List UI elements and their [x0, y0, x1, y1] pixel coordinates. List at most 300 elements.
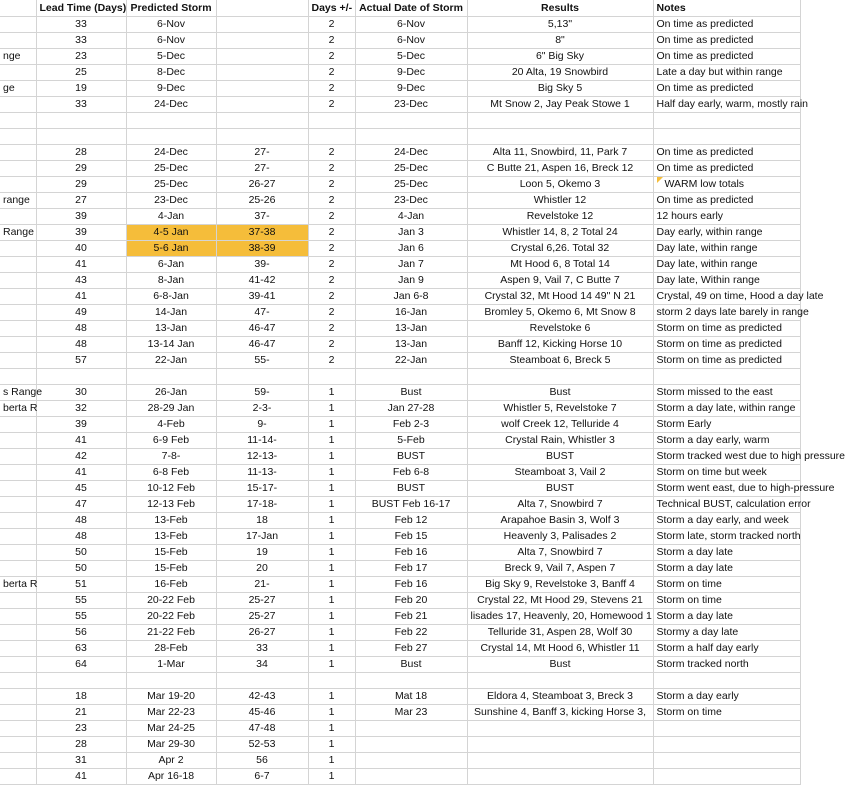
cell-days-plus-minus[interactable]: 1: [308, 625, 355, 641]
cell-predicted-storm[interactable]: 24-Dec: [126, 97, 216, 113]
comment-flag-icon[interactable]: [657, 177, 663, 183]
cell-notes[interactable]: On time as predicted: [653, 49, 800, 65]
cell-predicted-storm[interactable]: 7-8-: [126, 449, 216, 465]
cell-predicted-storm[interactable]: 9-Dec: [126, 81, 216, 97]
cell-results[interactable]: Arapahoe Basin 3, Wolf 3: [467, 513, 653, 529]
cell-day-range[interactable]: 39-41: [216, 289, 308, 305]
cell-actual-date[interactable]: [355, 753, 467, 769]
cell-predicted-storm[interactable]: 25-Dec: [126, 161, 216, 177]
cell-days-plus-minus[interactable]: 1: [308, 497, 355, 513]
cell-lead-time[interactable]: 28: [36, 145, 126, 161]
cell-actual-date[interactable]: Feb 15: [355, 529, 467, 545]
cell-region[interactable]: [0, 641, 36, 657]
cell-lead-time[interactable]: 33: [36, 33, 126, 49]
cell-notes[interactable]: Storm on time: [653, 593, 800, 609]
cell-day-range[interactable]: 17-Jan: [216, 529, 308, 545]
cell-region[interactable]: [0, 481, 36, 497]
empty-cell[interactable]: [216, 113, 308, 129]
cell-region[interactable]: [0, 465, 36, 481]
cell-predicted-storm[interactable]: 5-Dec: [126, 49, 216, 65]
cell-lead-time[interactable]: 18: [36, 689, 126, 705]
cell-region[interactable]: [0, 433, 36, 449]
empty-cell[interactable]: [126, 113, 216, 129]
cell-actual-date[interactable]: Feb 2-3: [355, 417, 467, 433]
cell-days-plus-minus[interactable]: 1: [308, 689, 355, 705]
cell-region[interactable]: [0, 769, 36, 785]
cell-results[interactable]: Crystal 22, Mt Hood 29, Stevens 21: [467, 593, 653, 609]
cell-region[interactable]: nge: [0, 49, 36, 65]
cell-results[interactable]: 5,13": [467, 17, 653, 33]
cell-notes[interactable]: On time as predicted: [653, 193, 800, 209]
cell-results[interactable]: [467, 769, 653, 785]
cell-predicted-storm[interactable]: 22-Jan: [126, 353, 216, 369]
cell-lead-time[interactable]: 23: [36, 721, 126, 737]
cell-day-range[interactable]: 47-48: [216, 721, 308, 737]
empty-cell[interactable]: [126, 369, 216, 385]
cell-predicted-storm[interactable]: 20-22 Feb: [126, 593, 216, 609]
cell-days-plus-minus[interactable]: 1: [308, 609, 355, 625]
cell-results[interactable]: Big Sky 9, Revelstoke 3, Banff 4: [467, 577, 653, 593]
cell-day-range[interactable]: 46-47: [216, 321, 308, 337]
cell-notes[interactable]: [653, 721, 800, 737]
empty-cell[interactable]: [308, 129, 355, 145]
cell-day-range[interactable]: [216, 81, 308, 97]
cell-notes[interactable]: [653, 737, 800, 753]
cell-days-plus-minus[interactable]: 2: [308, 177, 355, 193]
cell-results[interactable]: [467, 737, 653, 753]
cell-notes[interactable]: Storm went east, due to high-pressure: [653, 481, 800, 497]
cell-region[interactable]: [0, 513, 36, 529]
cell-lead-time[interactable]: 41: [36, 465, 126, 481]
cell-day-range[interactable]: 26-27: [216, 625, 308, 641]
cell-day-range[interactable]: 12-13-: [216, 449, 308, 465]
cell-region[interactable]: [0, 625, 36, 641]
cell-actual-date[interactable]: Jan 6-8: [355, 289, 467, 305]
cell-days-plus-minus[interactable]: 1: [308, 769, 355, 785]
cell-notes[interactable]: 12 hours early: [653, 209, 800, 225]
cell-actual-date[interactable]: Bust: [355, 657, 467, 673]
cell-notes[interactable]: Storm on time: [653, 705, 800, 721]
cell-actual-date[interactable]: 5-Dec: [355, 49, 467, 65]
cell-days-plus-minus[interactable]: 1: [308, 593, 355, 609]
empty-cell[interactable]: [126, 673, 216, 689]
cell-days-plus-minus[interactable]: 1: [308, 641, 355, 657]
cell-day-range[interactable]: 33: [216, 641, 308, 657]
cell-results[interactable]: Revelstoke 12: [467, 209, 653, 225]
cell-day-range[interactable]: 6-7: [216, 769, 308, 785]
cell-region[interactable]: [0, 705, 36, 721]
cell-days-plus-minus[interactable]: 2: [308, 17, 355, 33]
cell-lead-time[interactable]: 41: [36, 433, 126, 449]
cell-notes[interactable]: Storm a day late: [653, 609, 800, 625]
cell-actual-date[interactable]: 25-Dec: [355, 177, 467, 193]
cell-day-range[interactable]: 52-53: [216, 737, 308, 753]
cell-day-range[interactable]: 47-: [216, 305, 308, 321]
cell-results[interactable]: Alta 7, Snowbird 7: [467, 497, 653, 513]
cell-region[interactable]: berta R: [0, 401, 36, 417]
cell-predicted-storm[interactable]: 26-Jan: [126, 385, 216, 401]
cell-results[interactable]: Big Sky 5: [467, 81, 653, 97]
cell-notes[interactable]: On time as predicted: [653, 17, 800, 33]
cell-day-range[interactable]: [216, 65, 308, 81]
cell-predicted-storm[interactable]: 13-14 Jan: [126, 337, 216, 353]
cell-region[interactable]: [0, 257, 36, 273]
cell-predicted-storm[interactable]: 6-8 Feb: [126, 465, 216, 481]
empty-cell[interactable]: [36, 113, 126, 129]
cell-region[interactable]: range: [0, 193, 36, 209]
cell-predicted-storm[interactable]: Mar 19-20: [126, 689, 216, 705]
cell-predicted-storm[interactable]: 1-Mar: [126, 657, 216, 673]
cell-notes[interactable]: Storm on time as predicted: [653, 337, 800, 353]
cell-region[interactable]: [0, 737, 36, 753]
cell-results[interactable]: Revelstoke 6: [467, 321, 653, 337]
cell-actual-date[interactable]: Feb 17: [355, 561, 467, 577]
cell-actual-date[interactable]: Feb 27: [355, 641, 467, 657]
empty-cell[interactable]: [0, 113, 36, 129]
cell-lead-time[interactable]: 33: [36, 97, 126, 113]
empty-cell[interactable]: [653, 113, 800, 129]
cell-lead-time[interactable]: 41: [36, 257, 126, 273]
cell-day-range[interactable]: 27-: [216, 145, 308, 161]
cell-region[interactable]: [0, 417, 36, 433]
cell-actual-date[interactable]: Feb 16: [355, 545, 467, 561]
cell-region[interactable]: [0, 97, 36, 113]
cell-days-plus-minus[interactable]: 1: [308, 721, 355, 737]
cell-notes[interactable]: Storm tracked west due to high pressure: [653, 449, 800, 465]
cell-notes[interactable]: Half day early, warm, mostly rain: [653, 97, 800, 113]
cell-results[interactable]: Steamboat 6, Breck 5: [467, 353, 653, 369]
cell-lead-time[interactable]: 48: [36, 513, 126, 529]
cell-predicted-storm[interactable]: Apr 2: [126, 753, 216, 769]
cell-day-range[interactable]: 20: [216, 561, 308, 577]
cell-notes[interactable]: Storm a day late: [653, 545, 800, 561]
cell-days-plus-minus[interactable]: 2: [308, 209, 355, 225]
cell-actual-date[interactable]: 5-Feb: [355, 433, 467, 449]
cell-lead-time[interactable]: 27: [36, 193, 126, 209]
cell-days-plus-minus[interactable]: 1: [308, 449, 355, 465]
cell-notes[interactable]: [653, 753, 800, 769]
cell-results[interactable]: Whistler 12: [467, 193, 653, 209]
cell-predicted-storm[interactable]: Apr 16-18: [126, 769, 216, 785]
cell-day-range[interactable]: 41-42: [216, 273, 308, 289]
cell-predicted-storm[interactable]: 15-Feb: [126, 561, 216, 577]
cell-region[interactable]: [0, 449, 36, 465]
cell-results[interactable]: Telluride 31, Aspen 28, Wolf 30: [467, 625, 653, 641]
cell-days-plus-minus[interactable]: 1: [308, 385, 355, 401]
cell-days-plus-minus[interactable]: 2: [308, 257, 355, 273]
cell-day-range[interactable]: 56: [216, 753, 308, 769]
cell-actual-date[interactable]: 6-Nov: [355, 17, 467, 33]
cell-results[interactable]: Aspen 9, Vail 7, C Butte 7: [467, 273, 653, 289]
cell-predicted-storm[interactable]: 28-Feb: [126, 641, 216, 657]
cell-lead-time[interactable]: 25: [36, 65, 126, 81]
cell-actual-date[interactable]: Jan 27-28: [355, 401, 467, 417]
empty-cell[interactable]: [355, 113, 467, 129]
cell-day-range[interactable]: [216, 33, 308, 49]
cell-actual-date[interactable]: 13-Jan: [355, 337, 467, 353]
cell-actual-date[interactable]: 13-Jan: [355, 321, 467, 337]
cell-days-plus-minus[interactable]: 1: [308, 465, 355, 481]
cell-actual-date[interactable]: 24-Dec: [355, 145, 467, 161]
cell-days-plus-minus[interactable]: 1: [308, 433, 355, 449]
cell-region[interactable]: [0, 65, 36, 81]
cell-day-range[interactable]: 59-: [216, 385, 308, 401]
cell-actual-date[interactable]: Jan 7: [355, 257, 467, 273]
cell-predicted-storm[interactable]: 6-Nov: [126, 17, 216, 33]
cell-notes[interactable]: Late a day but within range: [653, 65, 800, 81]
cell-notes[interactable]: Storm a day late: [653, 561, 800, 577]
cell-region[interactable]: Range: [0, 225, 36, 241]
cell-day-range[interactable]: [216, 97, 308, 113]
empty-cell[interactable]: [653, 369, 800, 385]
empty-cell[interactable]: [36, 673, 126, 689]
cell-notes[interactable]: Storm late, storm tracked north: [653, 529, 800, 545]
cell-region[interactable]: berta R: [0, 577, 36, 593]
cell-day-range[interactable]: 18: [216, 513, 308, 529]
cell-lead-time[interactable]: 39: [36, 225, 126, 241]
empty-cell[interactable]: [36, 369, 126, 385]
cell-lead-time[interactable]: 32: [36, 401, 126, 417]
empty-cell[interactable]: [0, 673, 36, 689]
cell-notes[interactable]: On time as predicted: [653, 33, 800, 49]
cell-region[interactable]: [0, 609, 36, 625]
cell-notes[interactable]: Day late, within range: [653, 257, 800, 273]
cell-lead-time[interactable]: 50: [36, 545, 126, 561]
cell-predicted-storm[interactable]: 5-6 Jan: [126, 241, 216, 257]
cell-actual-date[interactable]: BUST: [355, 449, 467, 465]
cell-actual-date[interactable]: BUST Feb 16-17: [355, 497, 467, 513]
cell-predicted-storm[interactable]: 20-22 Feb: [126, 609, 216, 625]
cell-notes[interactable]: [653, 177, 800, 193]
cell-results[interactable]: C Butte 21, Aspen 16, Breck 12: [467, 161, 653, 177]
cell-lead-time[interactable]: 41: [36, 289, 126, 305]
empty-cell[interactable]: [308, 673, 355, 689]
cell-results[interactable]: Whistler 5, Revelstoke 7: [467, 401, 653, 417]
cell-region[interactable]: [0, 33, 36, 49]
cell-notes[interactable]: Storm on time as predicted: [653, 321, 800, 337]
cell-results[interactable]: Mt Snow 2, Jay Peak Stowe 1: [467, 97, 653, 113]
cell-predicted-storm[interactable]: 21-22 Feb: [126, 625, 216, 641]
cell-lead-time[interactable]: 57: [36, 353, 126, 369]
cell-predicted-storm[interactable]: 8-Jan: [126, 273, 216, 289]
cell-actual-date[interactable]: 23-Dec: [355, 193, 467, 209]
cell-days-plus-minus[interactable]: 1: [308, 545, 355, 561]
cell-lead-time[interactable]: 30: [36, 385, 126, 401]
cell-notes[interactable]: Storm on time: [653, 577, 800, 593]
cell-predicted-storm[interactable]: 6-Nov: [126, 33, 216, 49]
cell-days-plus-minus[interactable]: 2: [308, 65, 355, 81]
cell-predicted-storm[interactable]: 6-8-Jan: [126, 289, 216, 305]
cell-region[interactable]: [0, 177, 36, 193]
cell-results[interactable]: Eldora 4, Steamboat 3, Breck 3: [467, 689, 653, 705]
cell-results[interactable]: Sunshine 4, Banff 3, kicking Horse 3,: [467, 705, 653, 721]
cell-results[interactable]: Crystal Rain, Whistler 3: [467, 433, 653, 449]
cell-predicted-storm[interactable]: 13-Jan: [126, 321, 216, 337]
cell-actual-date[interactable]: [355, 769, 467, 785]
empty-cell[interactable]: [308, 369, 355, 385]
cell-notes[interactable]: Storm Early: [653, 417, 800, 433]
cell-actual-date[interactable]: Feb 12: [355, 513, 467, 529]
cell-actual-date[interactable]: 4-Jan: [355, 209, 467, 225]
cell-lead-time[interactable]: 48: [36, 529, 126, 545]
cell-region[interactable]: [0, 209, 36, 225]
cell-actual-date[interactable]: Feb 16: [355, 577, 467, 593]
cell-lead-time[interactable]: 29: [36, 161, 126, 177]
cell-predicted-storm[interactable]: 16-Feb: [126, 577, 216, 593]
cell-day-range[interactable]: 42-43: [216, 689, 308, 705]
cell-days-plus-minus[interactable]: 1: [308, 561, 355, 577]
cell-results[interactable]: Steamboat 3, Vail 2: [467, 465, 653, 481]
cell-predicted-storm[interactable]: Mar 29-30: [126, 737, 216, 753]
cell-day-range[interactable]: [216, 49, 308, 65]
cell-actual-date[interactable]: Feb 21: [355, 609, 467, 625]
empty-cell[interactable]: [126, 129, 216, 145]
cell-actual-date[interactable]: 23-Dec: [355, 97, 467, 113]
empty-cell[interactable]: [308, 113, 355, 129]
cell-day-range[interactable]: 11-13-: [216, 465, 308, 481]
cell-day-range[interactable]: 15-17-: [216, 481, 308, 497]
cell-days-plus-minus[interactable]: 1: [308, 705, 355, 721]
cell-results[interactable]: lisades 17, Heavenly, 20, Homewood 1: [467, 609, 653, 625]
cell-results[interactable]: Mt Hood 6, 8 Total 14: [467, 257, 653, 273]
cell-day-range[interactable]: 25-27: [216, 609, 308, 625]
cell-region[interactable]: [0, 321, 36, 337]
cell-actual-date[interactable]: Feb 20: [355, 593, 467, 609]
cell-notes[interactable]: Day late, Within range: [653, 273, 800, 289]
cell-results[interactable]: wolf Creek 12, Telluride 4: [467, 417, 653, 433]
cell-region[interactable]: [0, 545, 36, 561]
cell-notes[interactable]: Storm a half day early: [653, 641, 800, 657]
cell-notes[interactable]: Stormy a day late: [653, 625, 800, 641]
cell-day-range[interactable]: 37-: [216, 209, 308, 225]
cell-region[interactable]: [0, 529, 36, 545]
cell-region[interactable]: [0, 17, 36, 33]
empty-cell[interactable]: [216, 129, 308, 145]
cell-day-range[interactable]: 26-27: [216, 177, 308, 193]
cell-days-plus-minus[interactable]: 2: [308, 193, 355, 209]
cell-lead-time[interactable]: 43: [36, 273, 126, 289]
cell-region[interactable]: [0, 497, 36, 513]
cell-day-range[interactable]: 2-3-: [216, 401, 308, 417]
cell-region[interactable]: [0, 561, 36, 577]
cell-actual-date[interactable]: Mat 18: [355, 689, 467, 705]
cell-results[interactable]: Alta 11, Snowbird, 11, Park 7: [467, 145, 653, 161]
cell-lead-time[interactable]: 21: [36, 705, 126, 721]
cell-results[interactable]: Breck 9, Vail 7, Aspen 7: [467, 561, 653, 577]
cell-day-range[interactable]: 25-27: [216, 593, 308, 609]
cell-lead-time[interactable]: 23: [36, 49, 126, 65]
cell-lead-time[interactable]: 47: [36, 497, 126, 513]
cell-region[interactable]: s Range: [0, 385, 36, 401]
empty-cell[interactable]: [355, 129, 467, 145]
cell-days-plus-minus[interactable]: 2: [308, 305, 355, 321]
cell-predicted-storm[interactable]: 4-5 Jan: [126, 225, 216, 241]
cell-region[interactable]: [0, 145, 36, 161]
cell-days-plus-minus[interactable]: 1: [308, 657, 355, 673]
cell-results[interactable]: 6" Big Sky: [467, 49, 653, 65]
cell-actual-date[interactable]: Mar 23: [355, 705, 467, 721]
empty-cell[interactable]: [467, 673, 653, 689]
cell-predicted-storm[interactable]: 12-13 Feb: [126, 497, 216, 513]
cell-results[interactable]: Whistler 14, 8, 2 Total 24: [467, 225, 653, 241]
cell-results[interactable]: BUST: [467, 481, 653, 497]
cell-predicted-storm[interactable]: 15-Feb: [126, 545, 216, 561]
cell-days-plus-minus[interactable]: 2: [308, 161, 355, 177]
cell-lead-time[interactable]: 40: [36, 241, 126, 257]
cell-day-range[interactable]: 45-46: [216, 705, 308, 721]
cell-results[interactable]: Bromley 5, Okemo 6, Mt Snow 8: [467, 305, 653, 321]
cell-actual-date[interactable]: Jan 9: [355, 273, 467, 289]
cell-lead-time[interactable]: 33: [36, 17, 126, 33]
cell-days-plus-minus[interactable]: 1: [308, 513, 355, 529]
cell-region[interactable]: [0, 721, 36, 737]
cell-region[interactable]: [0, 289, 36, 305]
cell-notes[interactable]: Crystal, 49 on time, Hood a day late: [653, 289, 800, 305]
cell-lead-time[interactable]: 28: [36, 737, 126, 753]
cell-notes[interactable]: Storm a day late, within range: [653, 401, 800, 417]
empty-cell[interactable]: [216, 673, 308, 689]
cell-days-plus-minus[interactable]: 2: [308, 241, 355, 257]
cell-predicted-storm[interactable]: 28-29 Jan: [126, 401, 216, 417]
cell-actual-date[interactable]: 6-Nov: [355, 33, 467, 49]
cell-predicted-storm[interactable]: Mar 22-23: [126, 705, 216, 721]
cell-lead-time[interactable]: 49: [36, 305, 126, 321]
cell-days-plus-minus[interactable]: 2: [308, 321, 355, 337]
cell-days-plus-minus[interactable]: 2: [308, 353, 355, 369]
cell-days-plus-minus[interactable]: 2: [308, 273, 355, 289]
cell-region[interactable]: [0, 657, 36, 673]
cell-actual-date[interactable]: 22-Jan: [355, 353, 467, 369]
cell-day-range[interactable]: 11-14-: [216, 433, 308, 449]
cell-day-range[interactable]: 21-: [216, 577, 308, 593]
cell-predicted-storm[interactable]: 24-Dec: [126, 145, 216, 161]
cell-days-plus-minus[interactable]: 2: [308, 49, 355, 65]
cell-results[interactable]: Crystal 6,26. Total 32: [467, 241, 653, 257]
cell-results[interactable]: Bust: [467, 657, 653, 673]
cell-lead-time[interactable]: 51: [36, 577, 126, 593]
cell-day-range[interactable]: 17-18-: [216, 497, 308, 513]
cell-predicted-storm[interactable]: 6-9 Feb: [126, 433, 216, 449]
cell-actual-date[interactable]: 9-Dec: [355, 65, 467, 81]
cell-results[interactable]: Crystal 14, Mt Hood 6, Whistler 11: [467, 641, 653, 657]
cell-region[interactable]: [0, 273, 36, 289]
cell-actual-date[interactable]: Feb 22: [355, 625, 467, 641]
cell-lead-time[interactable]: 56: [36, 625, 126, 641]
cell-lead-time[interactable]: 39: [36, 417, 126, 433]
cell-lead-time[interactable]: 63: [36, 641, 126, 657]
cell-predicted-storm[interactable]: 10-12 Feb: [126, 481, 216, 497]
cell-notes[interactable]: Day late, within range: [653, 241, 800, 257]
cell-predicted-storm[interactable]: 13-Feb: [126, 513, 216, 529]
cell-notes[interactable]: Storm a day early, warm: [653, 433, 800, 449]
cell-predicted-storm[interactable]: Mar 24-25: [126, 721, 216, 737]
cell-lead-time[interactable]: 29: [36, 177, 126, 193]
cell-region[interactable]: [0, 241, 36, 257]
cell-notes[interactable]: On time as predicted: [653, 81, 800, 97]
cell-day-range[interactable]: [216, 17, 308, 33]
cell-results[interactable]: 20 Alta, 19 Snowbird: [467, 65, 653, 81]
cell-actual-date[interactable]: 25-Dec: [355, 161, 467, 177]
cell-day-range[interactable]: 25-26: [216, 193, 308, 209]
cell-results[interactable]: Loon 5, Okemo 3: [467, 177, 653, 193]
cell-region[interactable]: ge: [0, 81, 36, 97]
cell-results[interactable]: BUST: [467, 449, 653, 465]
cell-day-range[interactable]: 34: [216, 657, 308, 673]
cell-results[interactable]: Banff 12, Kicking Horse 10: [467, 337, 653, 353]
cell-results[interactable]: Crystal 32, Mt Hood 14 49" N 21: [467, 289, 653, 305]
cell-actual-date[interactable]: 9-Dec: [355, 81, 467, 97]
cell-region[interactable]: [0, 753, 36, 769]
